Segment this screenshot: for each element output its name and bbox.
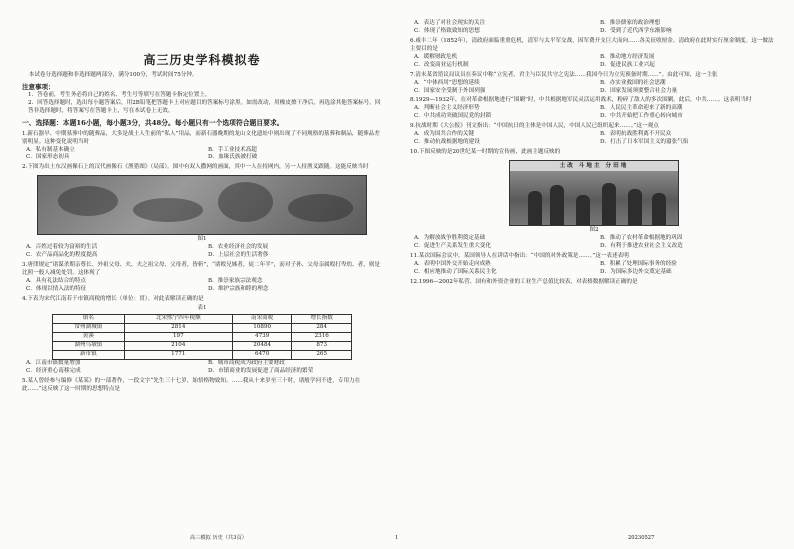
propaganda-image: [509, 160, 679, 226]
table-header-row: [53, 314, 352, 323]
option-a: A．判断社会主义经济形势: [414, 105, 480, 112]
question-stem: 6.咸丰二年（1852年），清政府面临重重危机，清军与太平军交战，因军费开支巨大而向……各关征收厘金。清政府在此时实行厘金制度。这一做法主要目的是: [410, 37, 774, 52]
option-c: C．中共成功突破国民党的封锁: [414, 113, 491, 120]
footer-page-number: 1: [395, 535, 399, 541]
table-cell: 197: [124, 332, 232, 341]
question-4: [22, 296, 382, 376]
option-b: B．积累了处理国际事务的经验: [600, 260, 677, 267]
question-3: [22, 262, 382, 294]
option-a: A．私有制基本确立: [26, 146, 75, 153]
table-header: 南宋商税: [232, 314, 292, 323]
option-d: D．打击了日本军国主义的嚣张气焰: [600, 139, 689, 146]
option-c: C．改变商业运行机制: [414, 61, 469, 68]
option-b: B．办实业救国的社会思潮: [600, 79, 666, 86]
figure-caption: 图1: [197, 236, 207, 243]
question-10: [410, 149, 778, 251]
section-heading: 一、选择题：本题16小题，每小题3分，共48分。每小题只有一个选项符合题目要求。: [22, 119, 284, 127]
notice-item-2: 2．回答选择题时，选出每小题答案后，用2B铅笔把答题卡上对应题目的答案标号涂黑。如需改动，用橡皮擦干净后，再选涂其他答案标号。回答非选择题时，将答案写在答题卡上，写在本试卷上无效。: [28, 100, 381, 115]
option-list: [410, 54, 778, 70]
option-b: B．农业经济社会的发展: [208, 244, 269, 251]
table-row: [53, 332, 352, 341]
option-d: D．有利于推进农业社会主义改造: [600, 242, 683, 249]
stone-relief-image: [37, 175, 367, 235]
option-list: [22, 360, 382, 376]
option-list: [22, 147, 382, 163]
option-c: C．农产品商品化的程度提高: [26, 252, 98, 259]
question-8: [410, 97, 778, 121]
option-b: B．手工业技术高超: [208, 146, 257, 153]
option-d: D．中共开始把工作重心转向城市: [600, 113, 683, 120]
option-list: [22, 278, 382, 294]
option-c: C．体现以情入法的特征: [26, 285, 87, 292]
question-stem: 3.唐律规定“诸谋杀期亲尊长、外祖父母、夫、夫之祖父母、父母者，皆斩”，“诸殴兄姊者，徒二年半”，而对子孙、父母亲属殴打卑幼、者，则是比照一般人减免处罚。这体现了: [22, 262, 380, 277]
option-d: D．维护宗族和睦的理念: [208, 285, 269, 292]
option-list: [22, 244, 382, 260]
option-list: [410, 235, 778, 251]
right-column: [410, 0, 778, 549]
table-cell: 湖州乌墩镇: [53, 341, 125, 350]
table-cell: 黄溪: [53, 332, 125, 341]
option-d: D．市镇商业的发展促进了商品经济的繁荣: [208, 367, 314, 374]
question-6: [410, 38, 778, 70]
option-a: A．江南市镇数量增加: [26, 359, 81, 366]
option-c: C．国家形态初具: [26, 154, 70, 161]
option-b: B．推动了农村革命根据地的巩固: [600, 234, 683, 241]
option-c: C．相应地推动了国际关系民主化: [414, 268, 497, 275]
option-a: A．缓解财政危机: [414, 53, 458, 60]
table-cell: 10890: [232, 323, 292, 332]
table-cell: 常州湖城镇: [53, 323, 125, 332]
option-c: C．体现了格致致知的思想: [414, 27, 480, 34]
table-cell: 265: [292, 350, 352, 359]
question-1: [22, 131, 382, 163]
table-header: 增长指数: [292, 314, 352, 323]
tax-table: [52, 314, 352, 360]
footer-exam-label: 高三模拟 历史（共3页）: [190, 535, 247, 541]
table-cell: 2104: [124, 341, 232, 350]
question-2: [22, 164, 382, 260]
option-a: A．为解放战争胜利奠定基础: [414, 234, 486, 241]
option-c: C．促进生产关系发生重大变化: [414, 242, 491, 249]
option-d: D．受到了近代西学东渐影响: [600, 27, 672, 34]
table-header: 北宋熙宁四年税额: [124, 314, 232, 323]
option-a: A．具有礼法结合的特点: [26, 278, 86, 285]
option-list: [410, 105, 778, 121]
option-d: D．为国际多边外交奠定基础: [600, 268, 672, 275]
question-9: [410, 123, 778, 147]
left-column: [22, 0, 382, 549]
option-d: D．促进民族工业兴起: [600, 61, 655, 68]
option-a: A．成为国共合作的关键: [414, 131, 474, 138]
question-stem: 7.清末某省谘议局议员在奏议中称“立宪者，君主与臣民共守之宪法……我国今日为立宪预备时期……”。由此可知，这一主张: [410, 71, 718, 78]
table-cell: 6470: [232, 350, 292, 359]
option-list: [410, 131, 778, 147]
option-b: B．表明抗战胜利离不开民众: [600, 131, 672, 138]
notice-heading: 注意事项：: [22, 82, 55, 91]
option-d: D．国家发展须要整合社会力量: [600, 87, 678, 94]
table-header: 镇名: [53, 314, 125, 323]
page-title: 高三历史学科模拟卷: [143, 53, 261, 67]
option-b: B．城市商税成为政府主要财政: [208, 359, 285, 366]
question-11: [410, 253, 778, 277]
image-banner-text: 土改 斗地主 分田地: [559, 163, 629, 169]
option-c: C．推动抗战根据地的建设: [414, 139, 480, 146]
table-cell: 284: [292, 323, 352, 332]
question-7: [410, 72, 778, 96]
footer-code: 20230527: [628, 535, 655, 541]
table-row: [53, 350, 352, 359]
table-cell: 2814: [124, 323, 232, 332]
table-cell: 新市镇: [53, 350, 125, 359]
question-stem: 10.下图反映的是20世纪某一时期的宣传画，此画主题反映的: [410, 149, 561, 156]
question-stem: 8.1929—1932年，在对革命根据地进行“围剿”时，中共根据地军民灵活运用战术，粉碎了敌人的多次围剿。此后，中共……。这表明当时: [410, 97, 752, 104]
question-stem: 1.新石器早、中期墓葬中的随葬品，大多是战士人生前的“私人”用品，而新石器晚期的龙山文化遗址中则出现了不同规格的墓葬和制品，随葬品差别明显。这种变化说明当时: [22, 130, 380, 145]
table-cell: 873: [292, 341, 352, 350]
question-stem: 2.下图为出土东汉画像石上的汉代画像石《渔猎图》（局部）。图中有双人撒网的画面，其中一人在持网内，另一人持渔叉跟随。这能反映当时: [22, 164, 369, 171]
table-row: [53, 323, 352, 332]
question-stem: 4.下表为宋代江南若干市镇商税的增长（单位：贯）。对此表解读正确的是: [22, 295, 204, 302]
option-b: B．推崇家族宗法观念: [208, 278, 263, 285]
option-a: A．表明中国外交开始走向成熟: [414, 260, 491, 267]
table-cell: 2316: [292, 332, 352, 341]
option-b: B．推崇儒家的政治理想: [600, 20, 661, 26]
option-c: C．国家安全受制于外国列强: [414, 87, 486, 94]
option-b: B．人民民主革命迎来了新的高潮: [600, 105, 683, 112]
option-list: [410, 261, 778, 277]
table-cell: 4739: [232, 332, 292, 341]
option-a: A．表达了对社会现实的关注: [414, 20, 486, 26]
question-stem: 9.抗战时期《大公报》刊文指出：“中国抗日的主体是中国人民，中国人民已组织起来……。”这一观点: [410, 123, 659, 130]
option-d: D．血缘氏族被打破: [208, 154, 258, 161]
option-d: D．上层社会的生活奢侈: [208, 252, 269, 259]
table-cell: 20484: [232, 341, 292, 350]
table-caption: 表1: [197, 304, 207, 311]
exam-intro: 本试卷分选择题和非选择题两部分，满分100分，考试时间75分钟。: [28, 72, 198, 79]
table-cell: 1771: [124, 350, 232, 359]
option-a: A．“中体西用”思想的延续: [414, 79, 480, 86]
option-b: B．推动地方经济发展: [600, 53, 655, 60]
option-a: A．百姓过着较为富裕的生活: [26, 244, 98, 251]
option-list: [410, 80, 778, 96]
option-list: [410, 20, 778, 36]
question-5: 5.某人曾经参与编修《某某》的一部著作，一段文字“先生三十七岁，始悟格物致知。……我从十来岁至三十时，诸般学问不进，专用力在此……”这反映了这一时期的思想特点是: [22, 377, 361, 392]
option-c: C．经济重心南移完成: [26, 367, 81, 374]
table-row: [53, 341, 352, 350]
question-12: 12.1996—2002年私营、国有和外资企业的工业生产总值比较表，对表格数据解读正确的是: [410, 278, 638, 285]
figure-caption: 图2: [589, 227, 599, 233]
question-stem: 11.某次国际会议中，某国领导人在讲话中指出：“中国的对外政策是……。”这一表述表明: [410, 252, 629, 259]
notice-item-1: 1．答卷前，考生务必将自己的姓名、考生号等填写在答题卡指定位置上。: [28, 92, 211, 99]
